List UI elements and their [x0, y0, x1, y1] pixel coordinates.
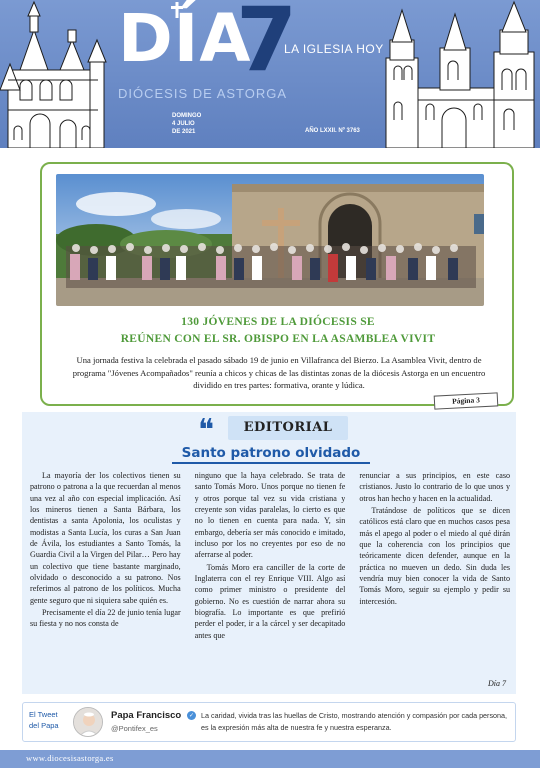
tweet-author-handle[interactable]: @Pontifex_es	[111, 724, 158, 733]
editorial-paragraph: Tomás Moro era canciller de la corte de Inglaterra con el rey Enrique VIII. Algo así como primer ministro o presidente del gobierno. No es cuestión de narrar ahora su biografía. Lo importante es que prefirió perder el poder, ir a la cárcel y ser decapitado antes que	[194, 562, 346, 640]
footer-bar	[0, 750, 540, 768]
brand-tagline: LA IGLESIA HOY	[284, 42, 384, 56]
tweet-label-line-1: El Tweet	[29, 710, 58, 719]
masthead	[0, 0, 540, 148]
issue-number: AÑO LXXII. Nº 3763	[305, 128, 360, 134]
brand-diocese: DIÓCESIS DE ASTORGA	[118, 86, 288, 101]
editorial-column-1	[30, 470, 181, 692]
editorial-signature: Día 7	[488, 679, 506, 688]
headline-line-2: REÚNEN CON EL SR. OBISPO EN LA ASAMBLEA VIVIT	[120, 333, 436, 345]
issue-date	[172, 112, 232, 136]
tweet-text: La caridad, vivida tras las huellas de Cristo, mostrando atención y compasión por cada persona, es la expresión más alta de nuestra fe y nuestra esperanza.	[201, 711, 508, 732]
editorial-paragraph: renunciar a sus principios, en este caso cristianos. Justo lo contrario de lo que unos y otros han hecho y hacen en la actualidad.	[359, 471, 511, 503]
quote-icon: ❝	[198, 413, 215, 448]
editorial-paragraph: La mayoría der los colectivos tienen su patrono o patrona a la que recuerdan al menos una vez al año con especial implicación. Así los mineros tienen a Santa Bárbara, los dentistas a santa Apolonia, los oculistas y modistas a Santa Lucía, los curas a San Juan de Ávila, los estudiantes a Santo Tomás, la Guardia Civil a la Virgen del Pilar… Pero hay un colectivo que tiene bastante marginado, olvidado o desconocido a su patrono. Nos referimos al patrono de los políticos. Mucha gente seguro que ni siquiera sabe quién es.	[30, 471, 181, 605]
editorial-title: Santo patrono olvidado	[172, 442, 370, 464]
group-photo-illustration	[56, 174, 484, 306]
editorial-paragraph: Precisamente el día 22 de junio tenía lugar su fiesta y no nos consta de	[30, 608, 181, 629]
editorial-column-3	[359, 470, 510, 692]
editorial-paragraph: ninguno que la haya celebrado. Se trata de santo Tomás Moro. Unos porque no tienen fe y otros porque tal vez su vida cristiana y creyente son vidas paralelas, lo cierto es que no lo tienen en cuenta para nada. Y, sin embargo, debería ser más conocido e imitado, incluso por los no creyentes por eso de no aferrarse al poder.	[194, 471, 346, 560]
page-reference-tag: Página 3	[434, 392, 499, 409]
avatar	[73, 707, 103, 737]
brand-dia: DÍA	[118, 0, 252, 77]
issue-date-year: DE 2021	[172, 129, 196, 135]
editorial-label: EDITORIAL	[228, 416, 348, 440]
featured-story-summary: Una jornada festiva la celebrada el pasado sábado 19 de junio en Villafranca del Bierzo. La Asamblea Vivit, dentro de programa "Jóvenes Acompañados" reunía a chicos y chicas de las distintas zonas de la diócesis Astorga en un encuentro dividido en tres partes: formativa, orante y lúdica.	[72, 355, 486, 390]
editorial-paragraph: Tratándose de políticos que se dicen católicos está claro que en muchos casos pesa más el apego al poder o el miedo al qué dirán que la coherencia con los principios que teóricamente dicen defender, aunque en la práctica no mueven un dedo. Sin duda les vendría muy bien conocer la vida de Santo Tomás Moro, seguir su ejemplo y pedir su intercesión.	[359, 506, 511, 606]
group-photo	[56, 174, 484, 306]
pope-avatar-icon	[74, 708, 103, 737]
website-link[interactable]: www.diocesisastorga.es	[26, 753, 114, 763]
tweet-label-line-2: del Papa	[29, 721, 59, 730]
tweet-section-label	[29, 709, 71, 731]
brand-logo	[118, 0, 418, 101]
cathedral-illustration-left	[0, 0, 110, 148]
editorial-column-2	[195, 470, 346, 692]
headline-line-1: 130 JÓVENES DE LA DIÓCESIS SE	[181, 316, 375, 328]
pope-tweet	[22, 702, 516, 742]
featured-story-headline	[52, 314, 504, 348]
tweet-author-name[interactable]: Papa Francisco	[111, 710, 182, 721]
editorial-section	[22, 412, 516, 694]
verified-badge-icon: ✓	[188, 712, 195, 719]
featured-story	[40, 162, 514, 406]
issue-date-month: 4 JULIO	[172, 121, 195, 127]
brand-seven: 7	[236, 0, 298, 91]
editorial-columns	[30, 470, 510, 692]
issue-date-day: DOMINGO	[172, 113, 202, 119]
